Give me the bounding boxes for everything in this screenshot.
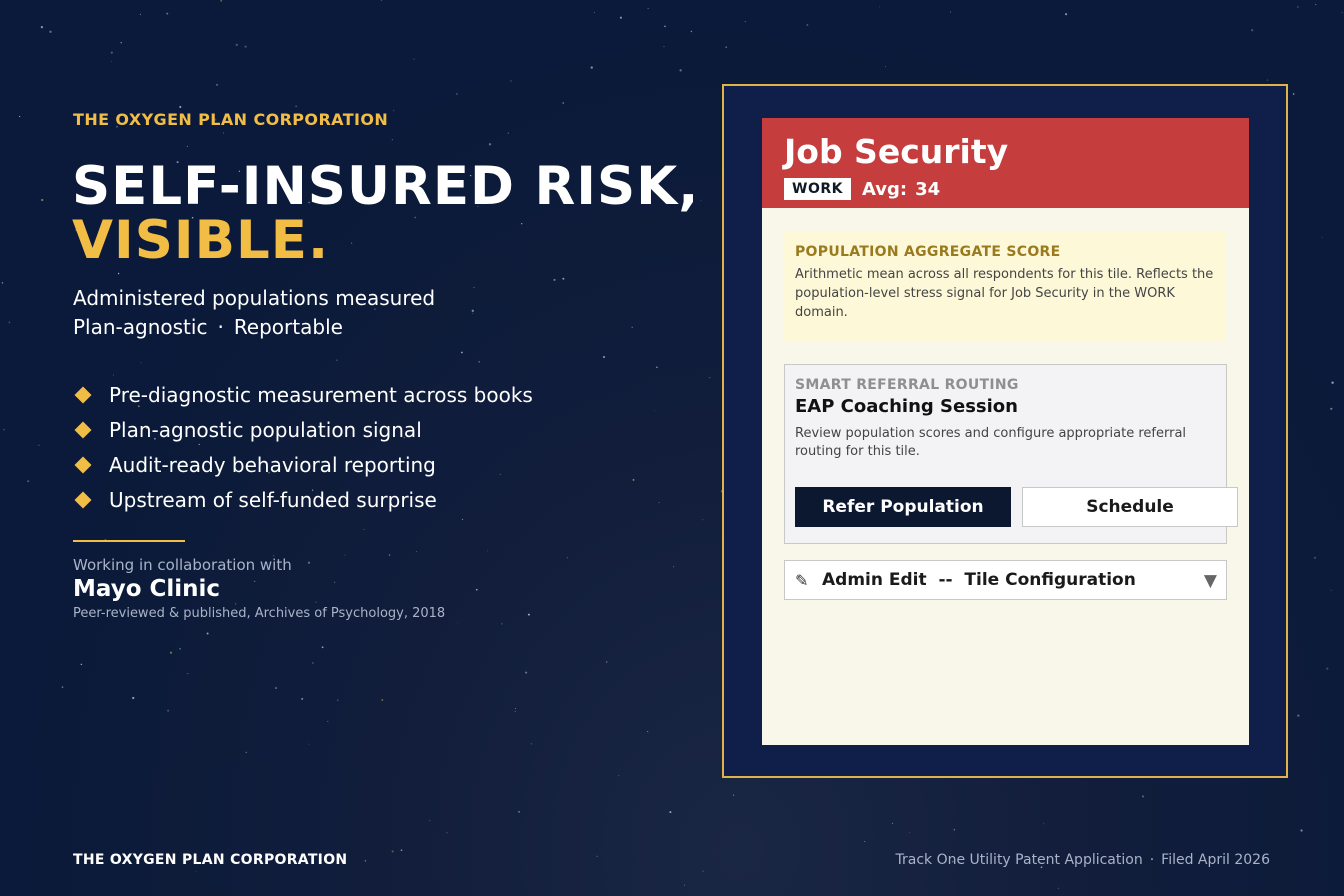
separator-dot: · xyxy=(217,315,224,339)
tile-header xyxy=(762,118,1249,208)
divider-rule xyxy=(73,540,185,542)
feature-text: Audit-ready behavioral reporting xyxy=(109,452,436,477)
collaboration-label: Working in collaboration with xyxy=(73,556,292,574)
headline xyxy=(72,156,700,271)
feature-text: Plan-agnostic population signal xyxy=(109,417,422,442)
diamond-bullet-icon xyxy=(75,456,92,473)
subheading xyxy=(73,284,435,342)
diamond-bullet-icon xyxy=(75,491,92,508)
headline-line-1: SELF-INSURED RISK, xyxy=(72,156,700,217)
admin-edit-dropdown[interactable] xyxy=(784,560,1227,600)
feature-item xyxy=(73,377,533,412)
pencil-icon: ✎ xyxy=(795,570,809,590)
aggregate-description: Arithmetic mean across all respondents for this tile. Reflects the population-level stress signal for Job Security in the WORK domain. xyxy=(795,267,1214,320)
diamond-bullet-icon xyxy=(75,421,92,438)
referral-routing-panel xyxy=(784,364,1227,544)
feature-list xyxy=(73,377,533,517)
feature-item xyxy=(73,412,533,447)
caret-down-icon: ▼ xyxy=(1203,571,1217,591)
footer-patent-text: Track One Utility Patent Application xyxy=(895,852,1143,868)
subheading-line-2 xyxy=(73,313,435,342)
tile-title: Job Security xyxy=(784,132,1009,171)
footer-brand: THE OXYGEN PLAN CORPORATION xyxy=(73,852,348,868)
collaborator-name: Mayo Clinic xyxy=(73,576,221,602)
headline-line-2: VISIBLE. xyxy=(72,210,330,271)
aggregate-score-panel xyxy=(784,232,1226,342)
collaboration-citation: Peer-reviewed & published, Archives of Psychology, 2018 xyxy=(73,606,446,621)
refer-population-button[interactable]: Refer Population xyxy=(795,487,1011,527)
feature-text: Pre-diagnostic measurement across books xyxy=(109,382,533,407)
admin-edit-label: Admin Edit -- Tile Configuration xyxy=(822,570,1136,590)
footer-patent-note xyxy=(896,852,1271,868)
feature-item xyxy=(73,482,533,517)
average-score xyxy=(862,179,940,200)
tile-card xyxy=(762,118,1249,745)
schedule-button[interactable]: Schedule xyxy=(1022,487,1238,527)
subheading-item-plan-agnostic: Plan-agnostic xyxy=(73,315,208,339)
subheading-line-1: Administered populations measured xyxy=(73,286,436,310)
feature-item xyxy=(73,447,533,482)
referral-label: SMART REFERRAL ROUTING xyxy=(795,377,1019,393)
aggregate-title: POPULATION AGGREGATE SCORE xyxy=(795,244,1061,260)
subheading-item-reportable: Reportable xyxy=(233,315,343,339)
average-label: Avg: xyxy=(861,178,908,200)
referral-title: EAP Coaching Session xyxy=(795,396,1018,417)
tile-meta xyxy=(784,178,1227,200)
diamond-bullet-icon xyxy=(75,386,92,403)
average-value: 34 xyxy=(915,178,941,200)
footer-filed-date: Filed April 2026 xyxy=(1161,852,1270,868)
feature-text: Upstream of self-funded surprise xyxy=(109,487,437,512)
domain-badge: WORK xyxy=(784,178,851,200)
separator-dot: · xyxy=(1149,852,1155,868)
referral-description: Review population scores and configure appropriate referral routing for this tile. xyxy=(795,426,1187,459)
brand-name-top: THE OXYGEN PLAN CORPORATION xyxy=(73,110,389,129)
